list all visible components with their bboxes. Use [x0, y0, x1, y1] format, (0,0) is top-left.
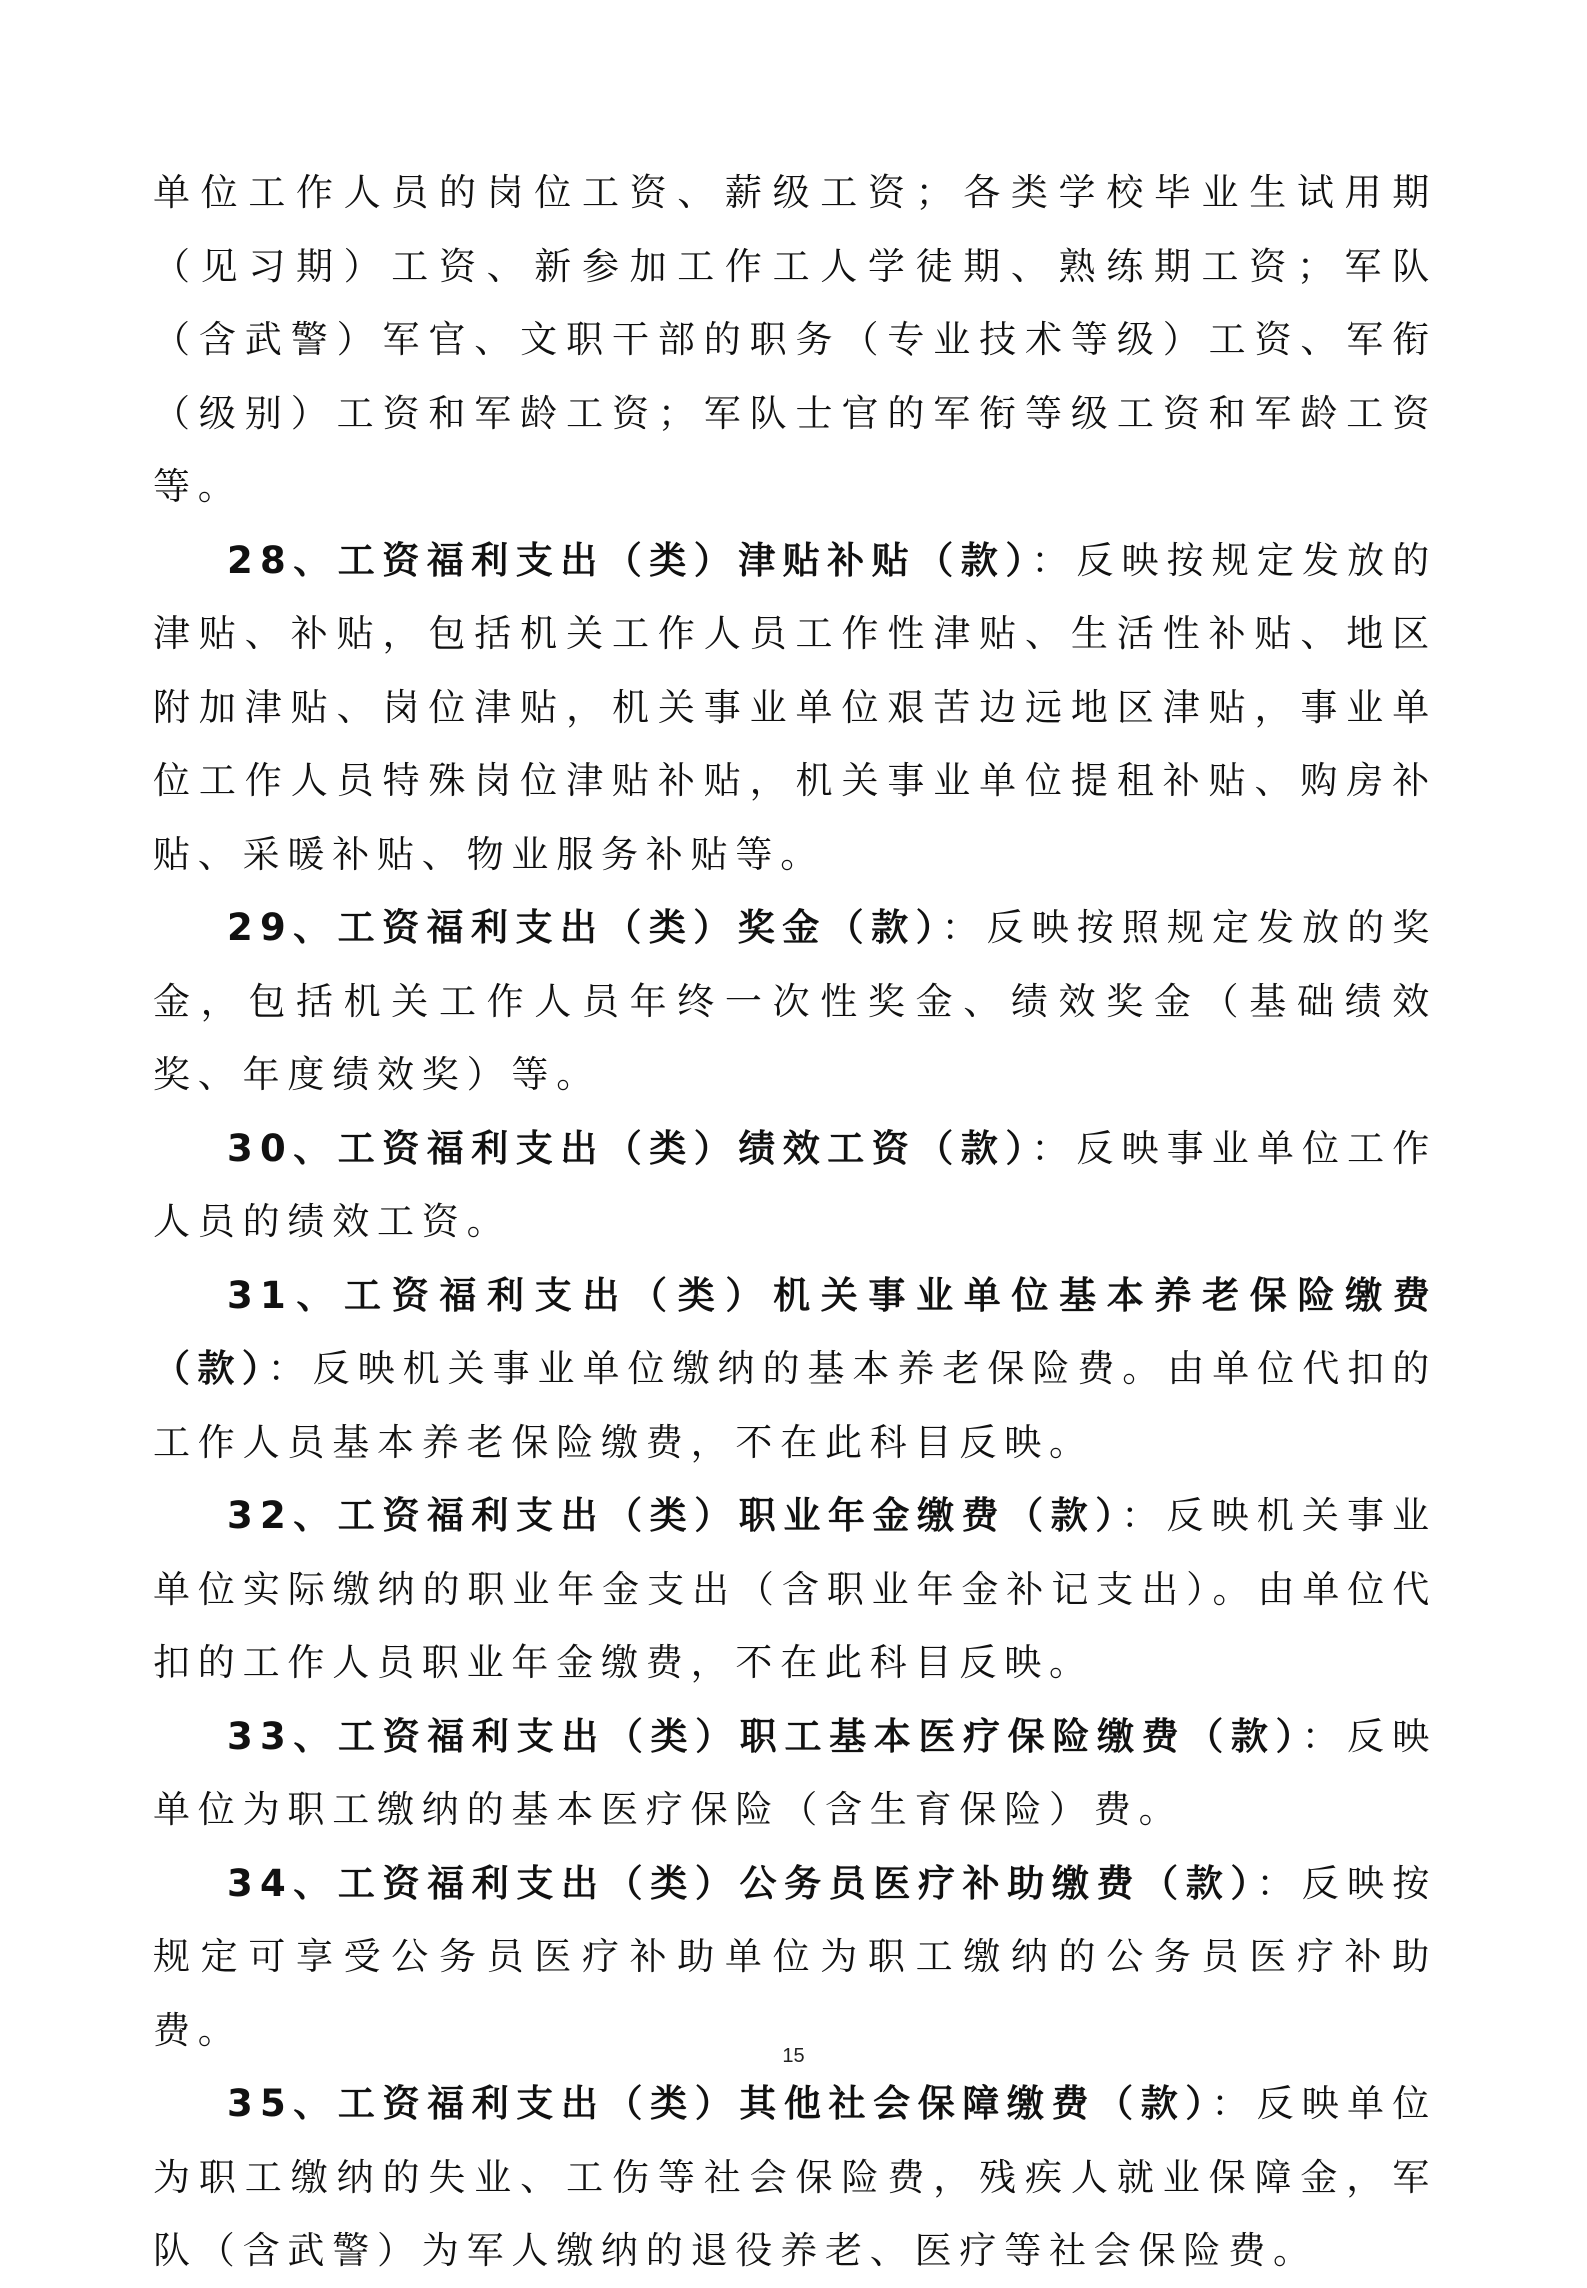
- item-31: [153, 1259, 1437, 1480]
- item-body: ：反映单位为职工缴纳的失业、工伤等社会保险费，残疾人就业保障金，军队（含武警）为军人缴纳的退役养老、医疗等社会保险费。: [153, 2082, 1438, 2272]
- item-28: [153, 524, 1437, 892]
- item-heading: 28、工资福利支出（类）津贴补贴（款）: [227, 538, 1032, 582]
- item-29: [153, 891, 1437, 1112]
- item-32: [153, 1479, 1437, 1700]
- continuation-paragraph: 单位工作人员的岗位工资、薪级工资；各类学校毕业生试用期（见习期）工资、新参加工作工人学徒期、熟练期工资；军队（含武警）军官、文职干部的职务（专业技术等级）工资、军衔（级别）工资和军龄工资；军队士官的军衔等级工资和军龄工资等。: [153, 171, 1437, 508]
- item-body: ：反映事业单位工作人员的绩效工资。: [153, 1126, 1437, 1243]
- document-body: [153, 156, 1437, 2288]
- item-heading: 29、工资福利支出（类）奖金（款）: [227, 906, 942, 949]
- item-body: ：反映机关事业单位实际缴纳的职业年金支出（含职业年金补记支出）。由单位代扣的工作人员职业年金缴费，不在此科目反映。: [153, 1494, 1437, 1684]
- item-heading: 32、工资福利支出（类）职业年金缴费（款）: [227, 1494, 1122, 1537]
- item-body: ：反映机关事业单位缴纳的基本养老保险费。由单位代扣的工作人员基本养老保险缴费，不在此科目反映。: [153, 1347, 1437, 1464]
- item-body: ：反映按规定发放的津贴、补贴，包括机关工作人员工作性津贴、生活性补贴、地区附加津贴、岗位津贴，机关事业单位艰苦边远地区津贴，事业单位工作人员特殊岗位津贴补贴，机关事业单位提租补贴、购房补贴、采暖补贴、物业服务补贴等。: [153, 538, 1437, 876]
- item-heading: 31、工资福利支出（类）机关事业单位基本养老保险缴费（款）: [153, 1273, 1437, 1390]
- item-body: ：反映按照规定发放的奖金，包括机关工作人员年终一次性奖金、绩效奖金（基础绩效奖、年度绩效奖）等。: [153, 906, 1437, 1096]
- item-heading: 33、工资福利支出（类）职工基本医疗保险缴费（款）: [227, 1714, 1302, 1758]
- item-heading: 35、工资福利支出（类）其他社会保障缴费（款）: [227, 2082, 1212, 2125]
- item-body: ：反映按规定可享受公务员医疗补助单位为职工缴纳的公务员医疗补助费。: [153, 1861, 1438, 2052]
- item-30: [153, 1112, 1437, 1259]
- item-34: [153, 1847, 1437, 2068]
- item-33: [153, 1700, 1437, 1847]
- item-35: [153, 2067, 1437, 2288]
- item-body: ：反映单位为职工缴纳的基本医疗保险（含生育保险）费。: [153, 1714, 1437, 1831]
- item-heading: 34、工资福利支出（类）公务员医疗补助缴费（款）: [227, 1861, 1257, 1905]
- item-heading: 30、工资福利支出（类）绩效工资（款）: [227, 1126, 1032, 1170]
- page-number: 15: [782, 2045, 805, 2067]
